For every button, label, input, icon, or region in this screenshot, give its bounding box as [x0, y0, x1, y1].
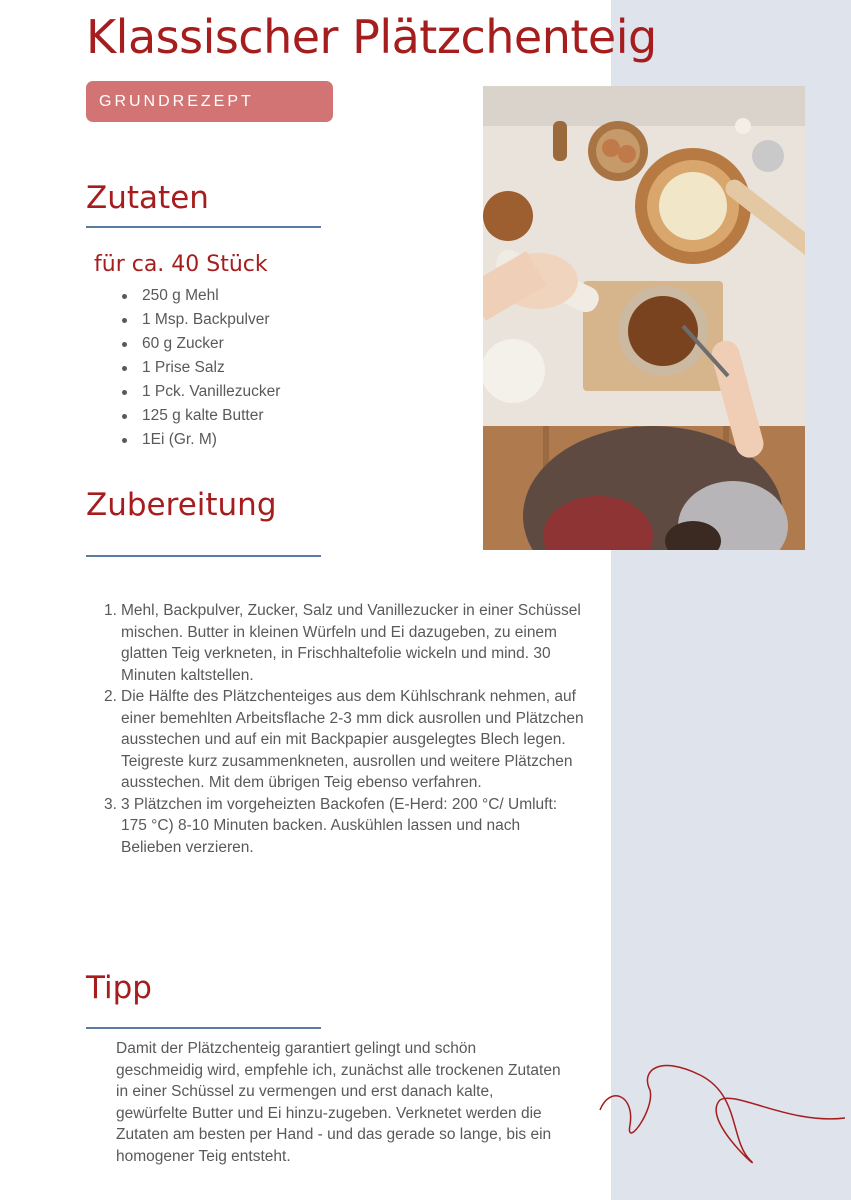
- ingredient-item: 125 g kalte Butter: [142, 404, 280, 428]
- step-item: [104, 686, 584, 794]
- yield-label: für ca. 40 Stück: [94, 252, 268, 277]
- preparation-heading-rule: [86, 555, 321, 557]
- ingredient-item: 1 Msp. Backpulver: [142, 308, 280, 332]
- ingredients-heading: Zutaten: [86, 180, 209, 216]
- ingredient-item: 1 Pck. Vanillezucker: [142, 380, 280, 404]
- preparation-steps: [104, 600, 584, 858]
- ingredients-list: [142, 284, 280, 452]
- step-number: 3.: [104, 795, 117, 813]
- tip-heading: Tipp: [86, 970, 152, 1006]
- tip-heading-rule: [86, 1027, 321, 1029]
- category-badge: [86, 81, 333, 122]
- step-number: 2.: [104, 688, 117, 705]
- step-text: Mehl, Backpulver, Zucker, Salz und Vanillezucker in einer Schüssel mischen. Butter in kleinen Würfeln und Ei dazugeben, zu einem glatten Teig verkneten, in Frischhaltefolie wickeln und mind. 30 Minuten kaltstellen.: [121, 602, 581, 684]
- decorative-squiggle: [590, 1050, 851, 1180]
- preparation-heading: Zubereitung: [86, 487, 277, 523]
- recipe-title: Klassischer Plätzchenteig: [86, 10, 657, 64]
- ingredient-item: 1Ei (Gr. M): [142, 428, 280, 452]
- step-text: 3 Plätzchen im vorgeheizten Backofen (E-Herd: 200 °C/ Umluft: 175 °C) 8-10 Minuten backen. Auskühlen lassen und nach Belieben verzieren.: [121, 795, 558, 856]
- baking-photo: [483, 86, 805, 550]
- step-text: Die Hälfte des Plätzchenteiges aus dem Kühlschrank nehmen, auf einer bemehlten Arbeitsflache 2-3 mm dick ausrollen und Plätzchen ausstechen und auf ein mit Backpapier ausgelegtes Blech legen. Teigreste kurz zusammenkneten, ausrollen und weitere Plätzchen ausstechen. Mit dem übrigen Teig ebenso verfahren.: [121, 688, 584, 791]
- category-badge-label: GRUNDREZEPT: [99, 92, 254, 110]
- step-item: [104, 600, 584, 686]
- ingredients-heading-rule: [86, 226, 321, 228]
- ingredient-item: 250 g Mehl: [142, 284, 280, 308]
- step-number: 1.: [104, 602, 117, 619]
- ingredient-item: 60 g Zucker: [142, 332, 280, 356]
- ingredient-item: 1 Prise Salz: [142, 356, 280, 380]
- step-item: [104, 794, 584, 859]
- tip-text: Damit der Plätzchenteig garantiert gelingt und schön geschmeidig wird, empfehle ich, zunächst alle trockenen Zutaten in einer Schüssel zu vermengen und erst danach kalte, gewürfelte Butter und Ei hinzu-zugeben. Verknetet werden die Zutaten am besten per Hand - und das gerade so lange, bis ein homogener Teig entsteht.: [116, 1040, 561, 1165]
